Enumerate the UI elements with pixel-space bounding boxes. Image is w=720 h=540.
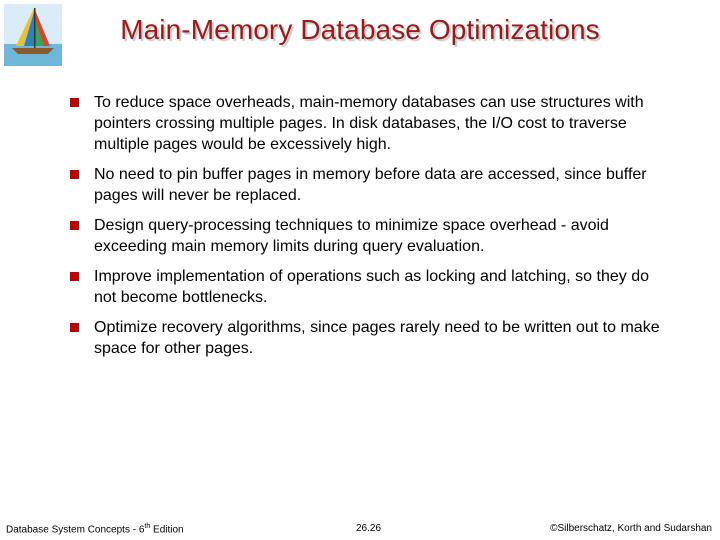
- slide-footer: [0, 523, 720, 539]
- bullet-text: Improve implementation of operations such as locking and latching, so they do not become bottlenecks.: [94, 268, 649, 306]
- list-item: [70, 317, 670, 359]
- bullet-text: Optimize recovery algorithms, since pages rarely need to be written out to make space for other pages.: [94, 319, 660, 357]
- square-bullet-icon: [70, 98, 79, 107]
- bullet-list: [70, 92, 670, 368]
- list-item: [70, 215, 670, 257]
- list-item: [70, 266, 670, 308]
- square-bullet-icon: [70, 272, 79, 281]
- square-bullet-icon: [70, 170, 79, 179]
- copyright: ©Silberschatz, Korth and Sudarshan: [550, 523, 712, 534]
- square-bullet-icon: [70, 221, 79, 230]
- bullet-text: Design query-processing techniques to minimize space overhead - avoid exceeding main memory limits during query evaluation.: [94, 217, 609, 255]
- square-bullet-icon: [70, 323, 79, 332]
- page-number: 26.26: [356, 523, 382, 534]
- book-title: Database System Concepts - 6th Edition: [6, 523, 184, 536]
- slide-title: Main-Memory Database Optimizations: [120, 14, 600, 45]
- bullet-text: No need to pin buffer pages in memory before data are accessed, since buffer pages will never be replaced.: [94, 166, 647, 204]
- list-item: [70, 92, 670, 155]
- bullet-text: To reduce space overheads, main-memory databases can use structures with pointers crossing multiple pages. In disk databases, the I/O cost to traverse multiple pages would be excessively high.: [94, 94, 644, 153]
- list-item: [70, 164, 670, 206]
